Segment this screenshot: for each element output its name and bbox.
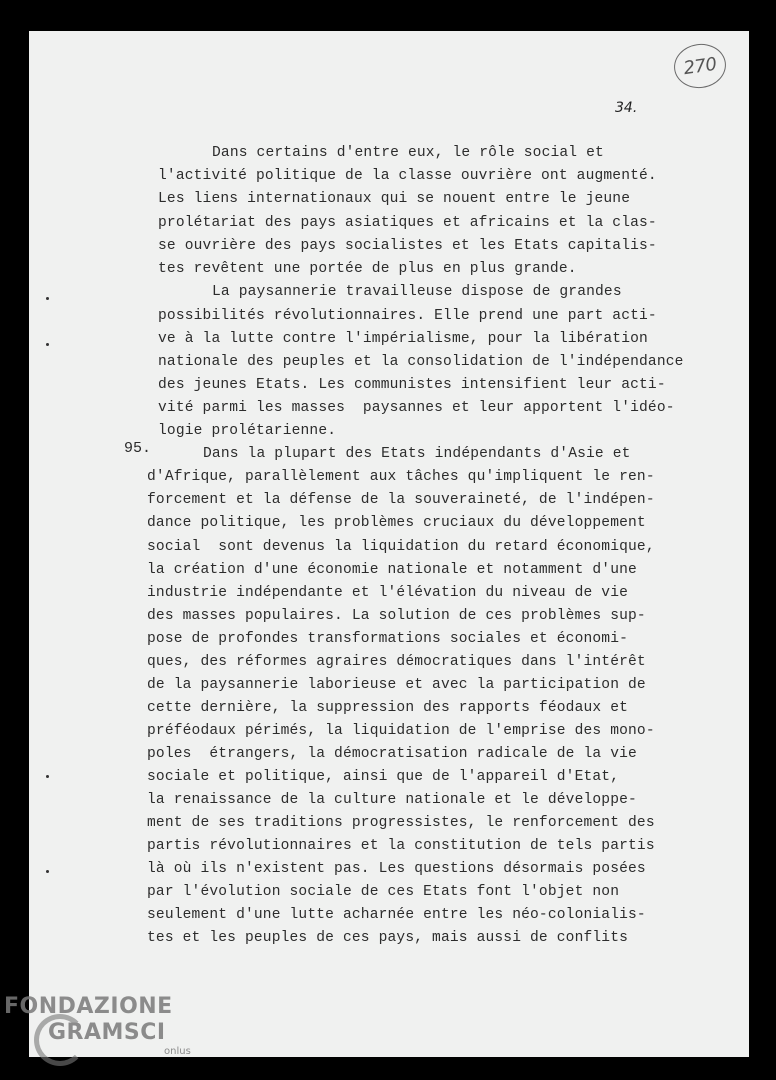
text-line: poles étrangers, la démocratisation radicale de la vie — [147, 746, 637, 762]
text-line: par l'évolution sociale de ces Etats font l'objet non — [147, 884, 620, 900]
text-line: social sont devenus la liquidation du retard économique, — [147, 539, 655, 555]
text-line: prolétariat des pays asiatiques et africains et la clas- — [158, 215, 657, 231]
text-line: l'activité politique de la classe ouvrière ont augmenté. — [158, 168, 657, 184]
text-line: préféodaux périmés, la liquidation de l'emprise des mono- — [147, 723, 655, 739]
text-line: ment de ses traditions progressistes, le renforcement des — [147, 815, 655, 831]
archive-number: 270 — [682, 53, 718, 79]
watermark-logo-icon — [34, 1014, 86, 1066]
text-line: la renaissance de la culture nationale et le développe- — [147, 792, 637, 808]
page-number: 34. — [615, 100, 638, 116]
text-line: tes et les peuples de ces pays, mais aussi de conflits — [147, 930, 629, 946]
margin-mark — [46, 870, 49, 873]
text-line: forcement et la défense de la souveraineté, de l'indépen- — [147, 492, 655, 508]
text-line: des masses populaires. La solution de ces problèmes sup- — [147, 608, 646, 624]
text-line: Dans la plupart des Etats indépendants d'Asie et — [203, 446, 631, 462]
margin-mark — [46, 297, 49, 300]
text-line: nationale des peuples et la consolidation de l'indépendance — [158, 354, 684, 370]
text-line: seulement d'une lutte acharnée entre les néo-colonialis- — [147, 907, 646, 923]
watermark-line: GRAMSCI — [48, 1020, 166, 1045]
text-line: vité parmi les masses paysannes et leur apportent l'idéo- — [158, 400, 675, 416]
margin-mark — [46, 343, 49, 346]
text-line: des jeunes Etats. Les communistes intensifient leur acti- — [158, 377, 666, 393]
text-line: là où ils n'existent pas. Les questions désormais posées — [147, 861, 646, 877]
margin-mark — [46, 775, 49, 778]
text-line: industrie indépendante et l'élévation du niveau de vie — [147, 585, 629, 601]
text-line: Dans certains d'entre eux, le rôle social et — [212, 145, 604, 161]
text-line: de la paysannerie laborieuse et avec la participation de — [147, 677, 646, 693]
watermark-line: FONDAZIONE — [4, 994, 173, 1019]
paragraph-number: 95. — [124, 440, 152, 457]
archive-watermark — [4, 994, 191, 1058]
text-line: La paysannerie travailleuse dispose de grandes — [212, 284, 622, 300]
text-line: possibilités révolutionnaires. Elle prend une part acti- — [158, 308, 657, 324]
text-line: pose de profondes transformations sociales et économi- — [147, 631, 629, 647]
text-line: la création d'une économie nationale et notamment d'une — [147, 562, 637, 578]
text-line: Les liens internationaux qui se nouent entre le jeune — [158, 191, 631, 207]
text-line: sociale et politique, ainsi que de l'appareil d'Etat, — [147, 769, 620, 785]
text-line: ques, des réformes agraires démocratiques dans l'intérêt — [147, 654, 646, 670]
text-line: se ouvrière des pays socialistes et les Etats capitalis- — [158, 238, 657, 254]
text-line: dance politique, les problèmes cruciaux du développement — [147, 515, 646, 531]
text-line: logie prolétarienne. — [158, 423, 337, 439]
text-line: d'Afrique, parallèlement aux tâches qu'impliquent le ren- — [147, 469, 655, 485]
text-line: ve à la lutte contre l'impérialisme, pour la libération — [158, 331, 648, 347]
text-line: tes revêtent une portée de plus en plus grande. — [158, 261, 577, 277]
text-line: partis révolutionnaires et la constitution de tels partis — [147, 838, 655, 854]
watermark-line: onlus — [164, 1046, 191, 1057]
text-line: cette dernière, la suppression des rapports féodaux et — [147, 700, 629, 716]
